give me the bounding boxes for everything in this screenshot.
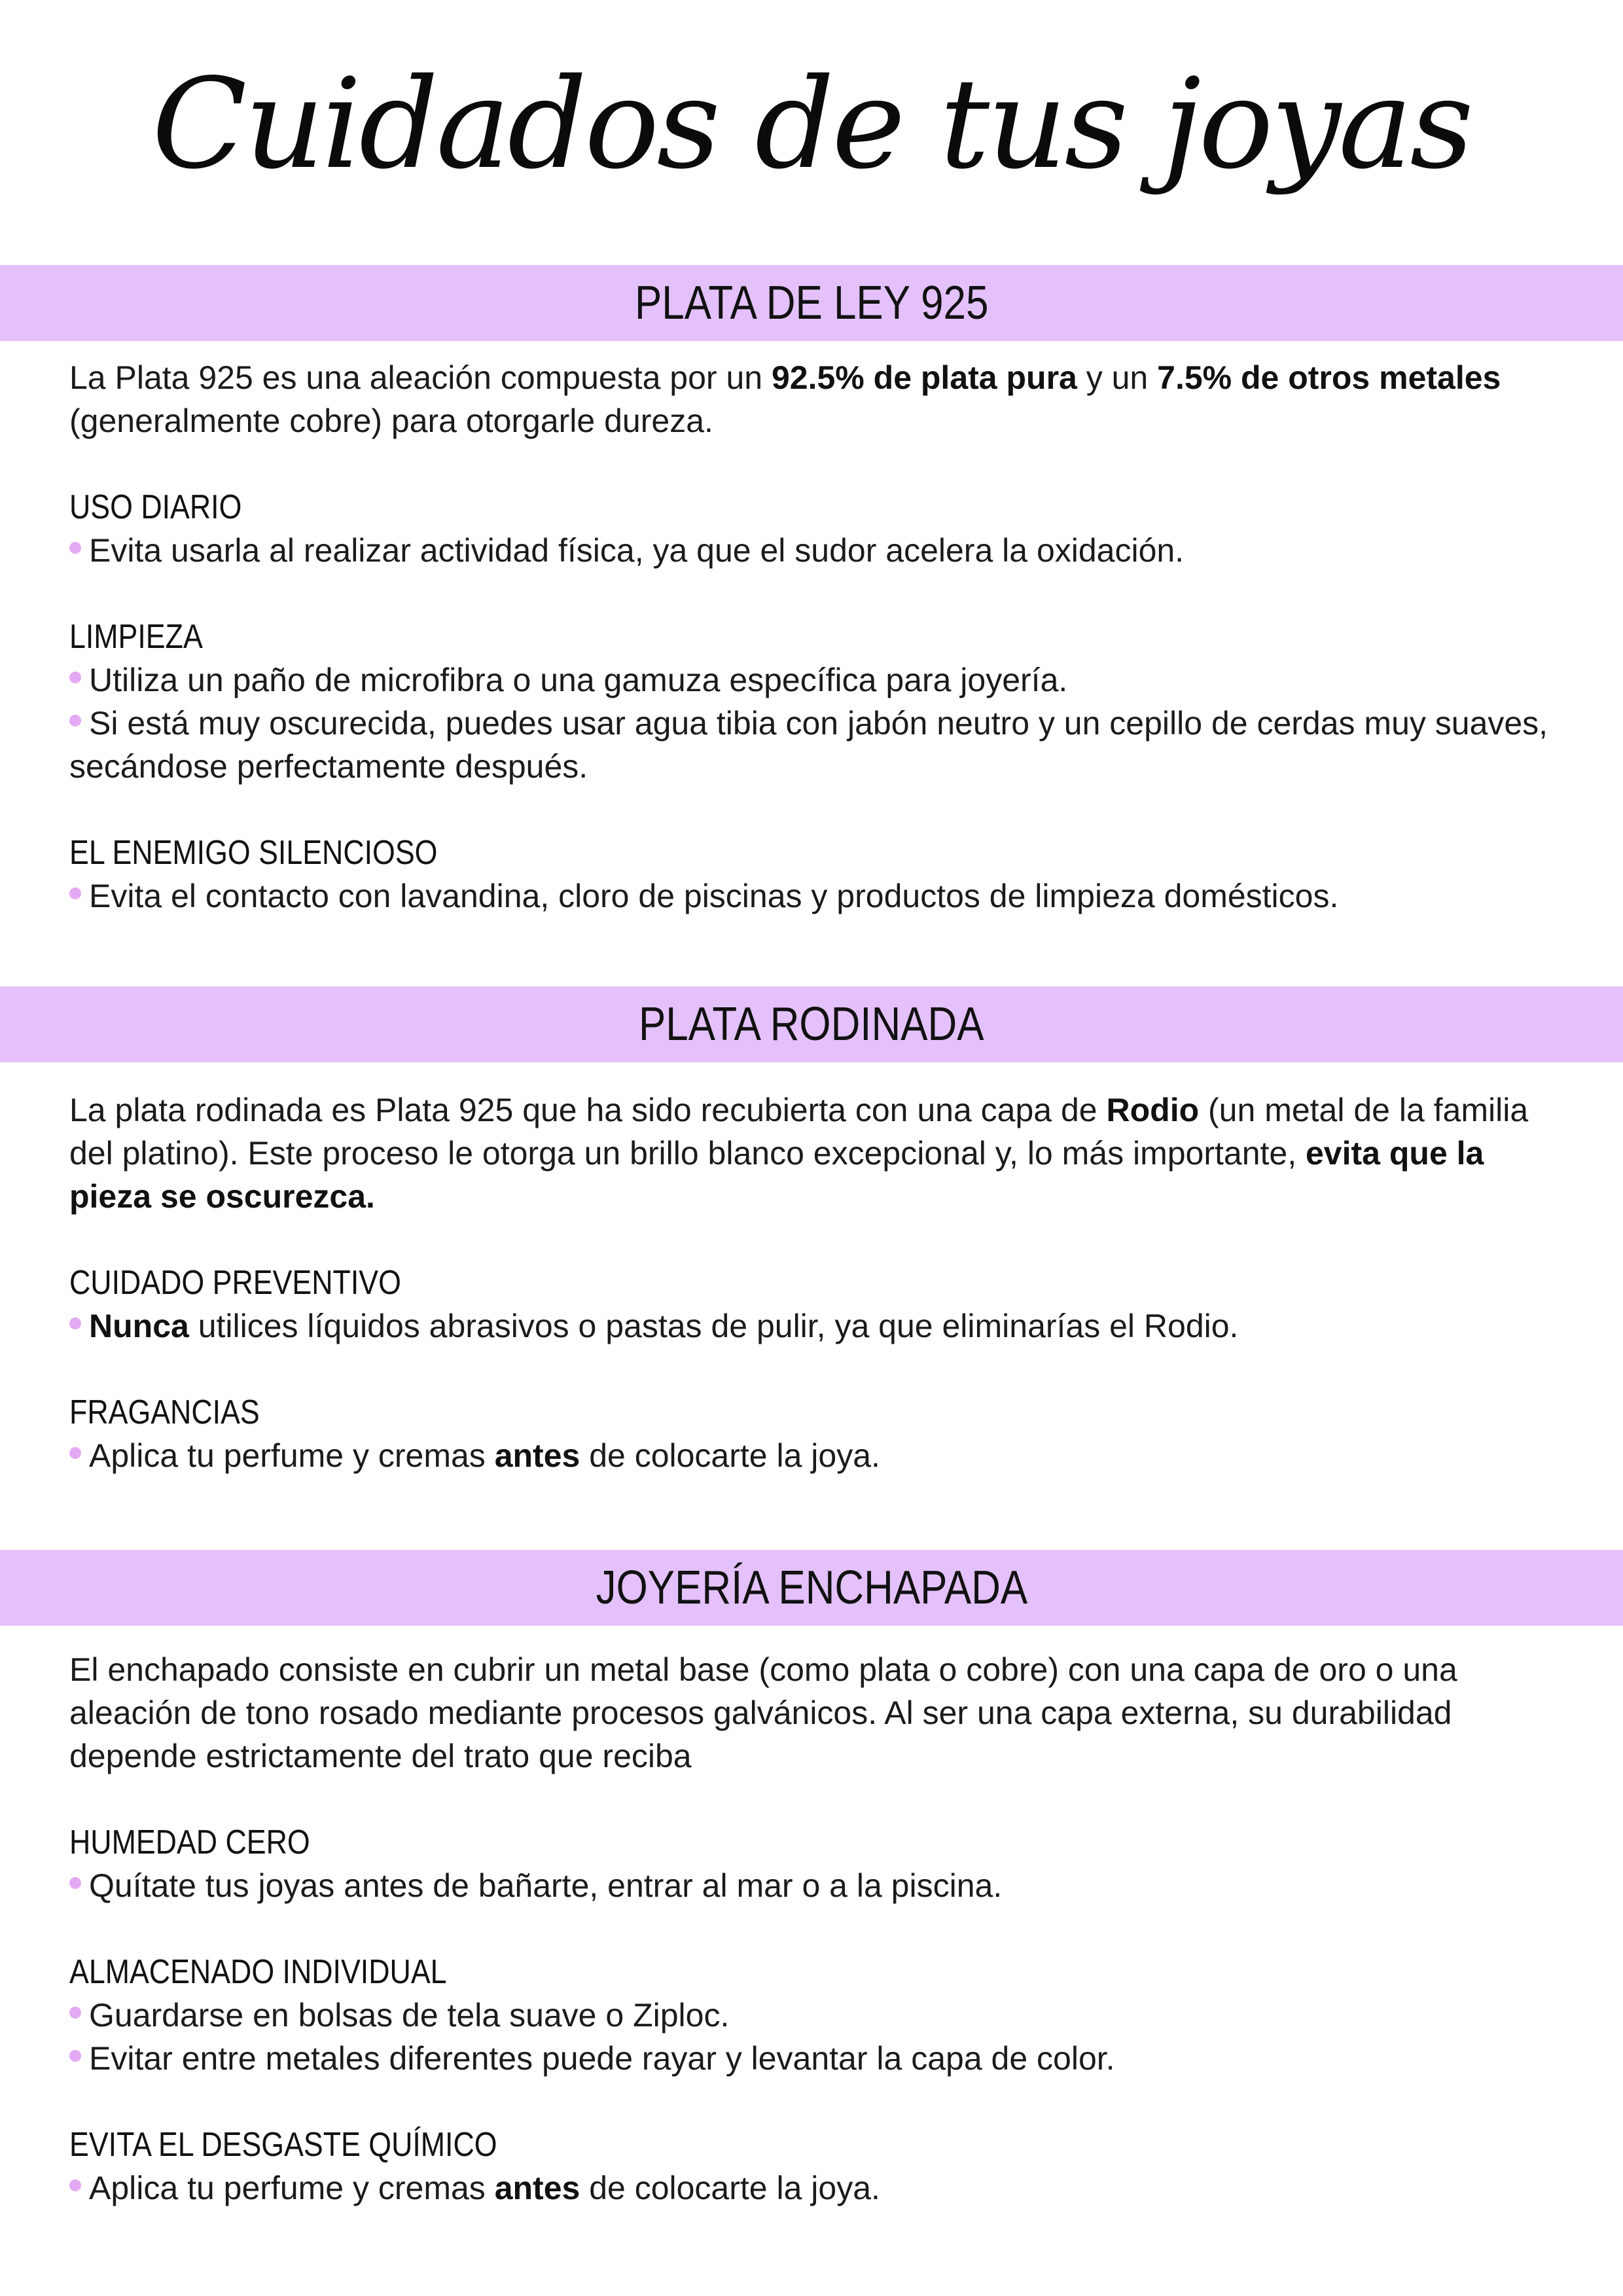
list-item: Evita el contacto con lavandina, cloro de piscinas y productos de limpieza domésticos. xyxy=(69,874,1561,918)
list-item: Guardarse en bolsas de tela suave o Ziploc. xyxy=(69,1994,1561,2037)
section-heading-joyeria-enchapada: JOYERÍA ENCHAPADA xyxy=(0,1550,1623,1626)
bullet-dot-icon xyxy=(69,2050,81,2062)
list-item: Aplica tu perfume y cremas antes de colocarte la joya. xyxy=(69,2166,1561,2210)
subheading-limpieza: LIMPIEZA xyxy=(69,618,203,656)
section-joyeria-enchapada xyxy=(69,1648,1561,2210)
list-item: Aplica tu perfume y cremas antes de colocarte la joya. xyxy=(69,1434,1561,1477)
section-plata-925 xyxy=(69,356,1561,918)
bullet-dot-icon xyxy=(69,2007,81,2018)
subheading-enemigo-silencioso: EL ENEMIGO SILENCIOSO xyxy=(69,834,438,872)
page-title: Cuidados de tus joyas xyxy=(152,52,1471,196)
subheading-fragancias: FRAGANCIAS xyxy=(69,1393,260,1431)
bullet-dot-icon xyxy=(69,2179,81,2191)
list-item: Nunca utilices líquidos abrasivos o pastas de pulir, ya que eliminarías el Rodio. xyxy=(69,1304,1561,1348)
bullet-dot-icon xyxy=(69,888,81,899)
subheading-desgaste-quimico: EVITA EL DESGASTE QUÍMICO xyxy=(69,2126,497,2164)
bullet-dot-icon xyxy=(69,1877,81,1889)
subheading-cuidado-preventivo: CUIDADO PREVENTIVO xyxy=(69,1264,401,1302)
bullet-dot-icon xyxy=(69,1318,81,1329)
subheading-uso-diario: USO DIARIO xyxy=(69,488,242,526)
list-item: Si está muy oscurecida, puedes usar agua tibia con jabón neutro y un cepillo de cerdas muy suaves, secándose perfectamente después. xyxy=(69,705,1548,785)
bullet-dot-icon xyxy=(69,715,81,726)
intro-paragraph: La Plata 925 es una aleación compuesta por un 92.5% de plata pura y un 7.5% de otros metales (generalmente cobre) para otorgarle dureza. xyxy=(69,359,1501,439)
list-item: Evita usarla al realizar actividad física, ya que el sudor acelera la oxidación. xyxy=(69,529,1561,572)
list-item: Quítate tus joyas antes de bañarte, entrar al mar o a la piscina. xyxy=(69,1864,1561,1907)
section-heading-plata-rodinada: PLATA RODINADA xyxy=(0,986,1623,1062)
section-heading-plata-925: PLATA DE LEY 925 xyxy=(0,265,1623,341)
subheading-almacenado-individual: ALMACENADO INDIVIDUAL xyxy=(69,1953,447,1991)
subheading-humedad-cero: HUMEDAD CERO xyxy=(69,1823,310,1861)
list-item: Evitar entre metales diferentes puede rayar y levantar la capa de color. xyxy=(69,2037,1561,2080)
bullet-dot-icon xyxy=(69,1447,81,1459)
list-item: Utiliza un paño de microfibra o una gamuza específica para joyería. xyxy=(69,658,1561,702)
bullet-dot-icon xyxy=(69,672,81,683)
intro-paragraph: El enchapado consiste en cubrir un metal base (como plata o cobre) con una capa de oro o una aleación de tono rosado mediante procesos galvánicos. Al ser una capa externa, su durabilidad depende estrictamente del trato que reciba xyxy=(69,1651,1457,1774)
bullet-dot-icon xyxy=(69,542,81,554)
intro-paragraph: La plata rodinada es Plata 925 que ha sido recubierta con una capa de Rodio (un metal de la familia del platino). Este proceso le otorga un brillo blanco excepcional y, lo más importante, evita que la pieza se oscurezca. xyxy=(69,1092,1529,1215)
section-plata-rodinada xyxy=(69,1088,1561,1477)
